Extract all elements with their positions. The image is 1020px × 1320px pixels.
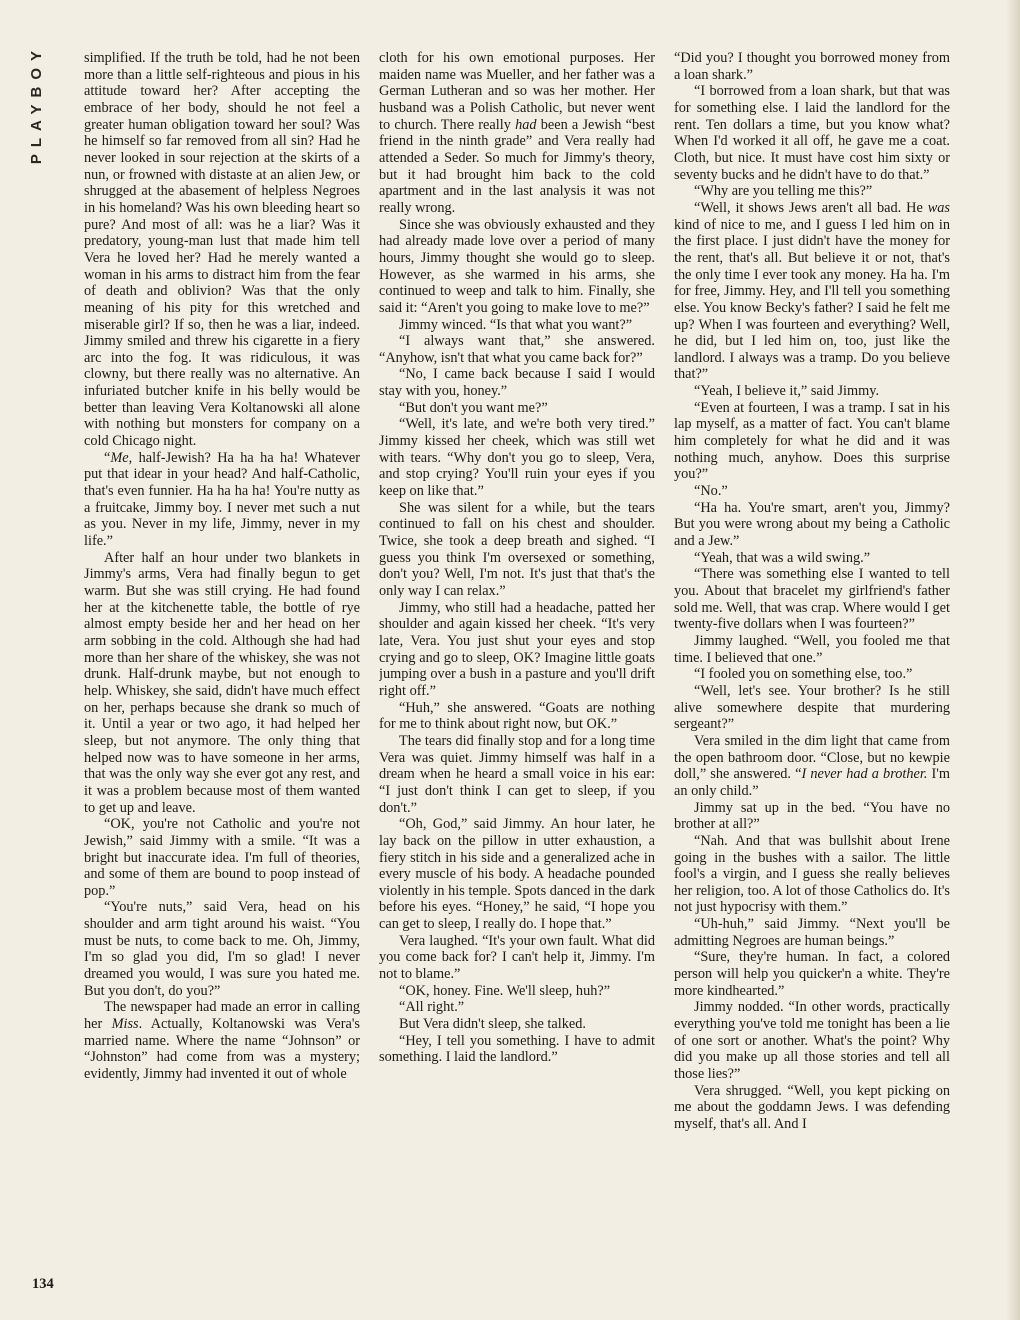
paragraph: Jimmy sat up in the bed. “You have no brother at all?”	[674, 799, 950, 833]
paragraph: “There was something else I wanted to tell you. About that bracelet my girlfriend's father sold me. Well, that was crap. Where would I get twenty-five dollars when I was fourteen?”	[674, 566, 950, 633]
text-column-1	[84, 50, 360, 1300]
paragraph: The newspaper had made an error in calling her Miss. Actually, Koltanowski was Vera's married name. Where the name “Johnson” or “Johnston” had come from was a mystery; evidently, Jimmy had invented it out of whole	[84, 999, 360, 1083]
paragraph: “Uh-huh,” said Jimmy. “Next you'll be admitting Negroes are human beings.”	[674, 916, 950, 949]
paragraph: “Huh,” she answered. “Goats are nothing for me to think about right now, but OK.”	[379, 699, 655, 733]
paragraph: “Why are you telling me this?”	[694, 183, 873, 200]
paragraph: Since she was obviously exhausted and they had already made love over a period of many hours, Jimmy thought she would go to sleep. However, as she warmed in his arms, she continued to weep and talk to him. Finally, she said it: “Aren't you going to make love to me?”	[379, 216, 655, 316]
paragraph: “No.”	[694, 483, 728, 500]
paragraph: “I always want that,” she answered. “Anyhow, isn't that what you came back for?”	[379, 333, 655, 366]
paragraph: “Yeah, that was a wild swing.”	[694, 549, 871, 566]
paragraph: cloth for his own emotional purposes. Her maiden name was Mueller, and her father was a German Lutheran and so was her mother. Her husband was a Polish Catholic, but never went to church. There really had been a Jewish “best friend in the ninth grade” and Vera really had attended a Seder. So much for Jimmy's theory, but it had brought him back to the cold apartment and in the last analysis it was not really wrong.	[379, 50, 655, 216]
paragraph: “Well, it shows Jews aren't all bad. He was kind of nice to me, and I guess I led him on in the first place. I just didn't have the money for the rent, that's all. But believe it or not, that's the only time I ever took any money. Ha ha. I'm for free, Jimmy. Hey, and I'll tell you something else. You know Becky's father? I said he felt me up? When I was fourteen and everything? Well, he did, but I led him on, too, just like the landlord. I always was a tramp. Do you believe that?”	[674, 199, 950, 383]
paragraph: “Oh, God,” said Jimmy. An hour later, he lay back on the pillow in utter exhaustion, a fiery stitch in his side and a generalized ache in every muscle of his body. A headache pounded violently in his temple. Spots danced in the dark before his eyes. “Honey,” he said, “I hope you can get to sleep, I really do. I hope that.”	[379, 816, 655, 933]
paragraph: “Hey, I tell you something. I have to admit something. I laid the landlord.”	[379, 1032, 655, 1066]
text-column-2	[379, 50, 655, 1300]
paragraph: “OK, you're not Catholic and you're not Jewish,” said Jimmy with a smile. “It was a bright but inaccurate idea. I'm full of theories, and some of them are bound to poop instead of pop.”	[84, 816, 360, 899]
paragraph: “All right.”	[399, 999, 465, 1016]
paragraph: “Well, let's see. Your brother? Is he still alive somewhere despite that murdering sergeant?”	[674, 682, 950, 733]
paragraph: Jimmy winced. “Is that what you want?”	[399, 316, 633, 333]
paragraph: “Even at fourteen, I was a tramp. I sat in his lap myself, as a matter of fact. You can't blame him completely for what he did and it was nothing much, anyhow. Does this surprise you?”	[674, 399, 950, 483]
paragraph: “Sure, they're human. In fact, a colored person will help you quicker'n a white. They're more kindhearted.”	[674, 949, 950, 999]
paragraph: “OK, honey. Fine. We'll sleep, huh?”	[399, 982, 611, 999]
page-edge-shadow	[1006, 0, 1020, 1320]
paragraph: Jimmy nodded. “In other words, practically everything you've told me tonight has been a lie of one sort or another. What's the point? Why did you make up all those stories and tell all those lies?”	[674, 999, 950, 1083]
paragraph: “Nah. And that was bullshit about Irene going in the bushes with a sailor. The little fool's a virgin, and I guess she really believes her religion, too. A lot of those Catholics do. It's not just hypocrisy with them.”	[674, 832, 950, 916]
paragraph: “Did you? I thought you borrowed money from a loan shark.”	[674, 50, 950, 83]
paragraph: “Me, half-Jewish? Ha ha ha ha! Whatever put that idear in your head? And half-Catholic, that's even funnier. Ha ha ha ha! You're nutty as a fruitcake, Jimmy boy. I never met such a nut as you. Never in my life, Jimmy, never in my life.”	[84, 449, 360, 550]
paragraph: Jimmy laughed. “Well, you fooled me that time. I believed that one.”	[674, 632, 950, 666]
paragraph: The tears did finally stop and for a long time Vera was quiet. Jimmy himself was half in a dream when he heard a small voice in his ear: “I just don't think I can get to sleep, if you don't.”	[379, 732, 655, 816]
text-column-3	[674, 50, 950, 1300]
paragraph: “I fooled you on something else, too.”	[694, 666, 913, 683]
paragraph: “I borrowed from a loan shark, but that was for something else. I laid the landlord for the rent. Ten dollars a time, but you know what? When I'd worked it all off, he gave me a coat. Cloth, but nice. It must have cost him sixty or seventy bucks and he didn't have to do that.”	[674, 83, 950, 183]
masthead: PLAYBOY	[28, 44, 45, 165]
paragraph: After half an hour under two blankets in Jimmy's arms, Vera had finally begun to get warm. But she was still crying. He had found her at the kitchenette table, the bottle of rye almost empty beside her and her head on her arm sobbing in the cold. Although she had had more than her share of the whiskey, she was not drunk. Half-drunk maybe, but not enough to help. Whiskey, she said, didn't have much effect on her, perhaps because she drank so much of it. Until a year or two ago, it had helped her sleep, but not anymore. The only thing that helped now was to have someone in her arms, that was the only way she ever got any rest, and it was a problem because most of them wanted to get up and leave.	[84, 549, 360, 816]
paragraph: “Yeah, I believe it,” said Jimmy.	[694, 383, 880, 400]
page-number: 134	[32, 1276, 54, 1292]
paragraph: Jimmy, who still had a headache, patted her shoulder and again kissed her cheek. “It's very late, Vera. You just shut your eyes and stop crying and go to sleep, OK? Imagine little goats jumping over a bush in a pasture and you'll drift right off.”	[379, 599, 655, 699]
paragraph: But Vera didn't sleep, she talked.	[399, 1016, 586, 1033]
paragraph: “Ha ha. You're smart, aren't you, Jimmy? But you were wrong about my being a Catholic and a Jew.”	[674, 499, 950, 550]
paragraph: She was silent for a while, but the tears continued to fall on his chest and shoulder. Twice, she took a deep breath and sighed. “I guess you think I'm oversexed or something, don't you? Well, I'm not. It's just that that's the only way I can relax.”	[379, 499, 655, 599]
paragraph: “No, I came back because I said I would stay with you, honey.”	[379, 366, 655, 400]
paragraph: Vera smiled in the dim light that came from the open bathroom door. “Close, but no kewpie doll,” she answered. “I never had a brother. I'm an only child.”	[674, 732, 950, 799]
paragraph: “Well, it's late, and we're both very tired.” Jimmy kissed her cheek, which was still wet with tears. “Why don't you go to sleep, Vera, and stop crying? You'll ruin your eyes if you keep on like that.”	[379, 416, 655, 500]
paragraph: “But don't you want me?”	[399, 399, 548, 416]
paragraph: Vera laughed. “It's your own fault. What did you come back for? I can't help it, Jimmy. I'm not to blame.”	[379, 932, 655, 983]
paragraph: Vera shrugged. “Well, you kept picking on me about the goddamn Jews. I was defending myself, that's all. And I	[674, 1082, 950, 1132]
paragraph: “You're nuts,” said Vera, head on his shoulder and arm tight around his waist. “You must be nuts, to come back to me. Oh, Jimmy, I'm so glad you did, I'm so glad! I never dreamed you would, I was sure you hated me. But you don't, do you?”	[84, 899, 360, 999]
paragraph: simplified. If the truth be told, had he not been more than a little self-righteous and pious in his attitude toward her? After accepting the embrace of her body, should he not feel a greater human obligation toward her soul? Was he himself so far removed from all sin? Had he never looked in sour rejection at the skirts of a nun, or frowned with distaste at an alien Jew, or shrugged at the abasement of helpless Negroes in his homeland? Was his own bleeding heart so pure? And most of all: was he a liar? Was it predatory, young-man lust that made him tell Vera he loved her? Had he merely wanted a woman in his arms to distract him from the fear of death and oblivion? Was that the only meaning of his pity for this wretched and miserable girl? If so, then he was a liar, indeed. Jimmy smiled and threw his cigarette in a fiery arc into the fog. It was ridiculous, it was clowny, but there really was no alternative. An infuriated butcher knife in his belly would be better than leaving Vera Koltanowski all alone with nothing but monsters for company on a cold Chicago night.	[84, 50, 360, 450]
